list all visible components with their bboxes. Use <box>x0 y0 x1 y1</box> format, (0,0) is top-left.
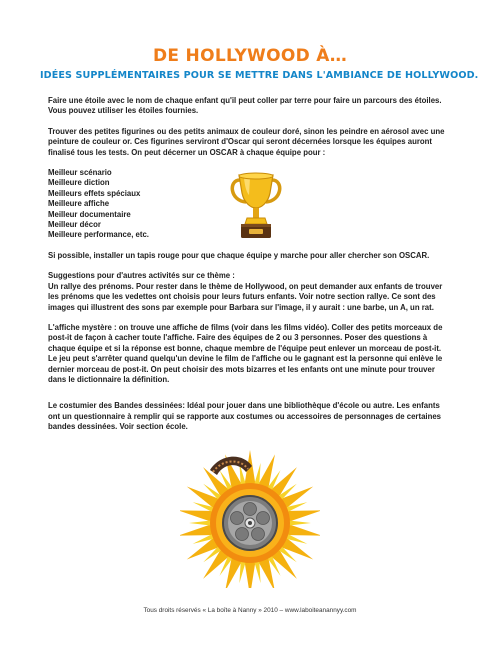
paragraph-red-carpet: Si possible, installer un tapis rouge pour que chaque équipe y marche pour aller chercher son OSCAR. <box>48 250 430 260</box>
paragraph-figurines: Trouver des petites figurines ou des petits animaux de couleur doré, sinon les peindre en aérosol avec une peinture de couleur or. Ces figurines serviront d'Oscar qui seront décernées lorsque les équipes auront finalisé tous les tests. On peut décerner un OSCAR à chaque équipe pour : <box>48 126 445 157</box>
trophy-icon <box>230 171 282 243</box>
page-title: DE HOLLYWOOD À… <box>153 46 347 66</box>
copyright-footer: Tous droits réservés « La boîte à Nanny » 2010 – www.laboiteanannyy.com <box>143 607 357 614</box>
paragraph-suggestions <box>48 271 452 313</box>
suggestions-heading: Suggestions pour d'autres activités sur ce thème : <box>48 271 235 281</box>
document-body <box>48 96 452 443</box>
suggestions-body: Un rallye des prénoms. Pour rester dans le thème de Hollywood, on peut demander aux enfants de trouver les prénoms que les vedettes ont choisis pour leurs futurs enfants. Voir notre section rallye. Ce sont des images qui illustrent des sons par exemple pour Barbara sur l'image, il y aurait : une barbe, un A, un rat. <box>48 281 443 312</box>
award-item: Meilleur documentaire <box>48 209 131 219</box>
paragraph-stars: Faire une étoile avec le nom de chaque enfant qu'il peut coller par terre pour faire un parcours des étoiles. Vous pouvez utiliser les étoiles fournies. <box>48 96 442 116</box>
award-item: Meilleure affiche <box>48 199 110 209</box>
award-item: Meilleurs effets spéciaux <box>48 188 141 198</box>
paragraph-mystery-poster: L'affiche mystère : on trouve une affiche de films (voir dans les films vidéo). Coller des petits morceaux de post-it de façon à cacher toute l'affiche. Faire des équipes de 2 ou 3 personnes. Poser des questions à chaque équipe et si la réponse est bonne, chaque membre de l'équipe peut enlever un morceau de post-it. Le jeu peut s'arrêter quand quelqu'un devine le film de l'affiche ou le gagnant est la personne qui enlève le dernier morceau de post-it. On peut choisir des mots bizarres et les enfants ont une minute pour trouver dans le dictionnaire la définition. <box>48 322 443 384</box>
award-item: Meilleure performance, etc. <box>48 230 149 240</box>
award-item: Meilleur décor <box>48 220 101 230</box>
award-item: Meilleur scénario <box>48 168 112 178</box>
page-subtitle: IDÉES SUPPLÉMENTAIRES POUR SE METTRE DANS L'AMBIANCE DE HOLLYWOOD. <box>40 70 479 81</box>
film-reel-icon <box>180 448 320 588</box>
award-item: Meilleure diction <box>48 178 110 188</box>
paragraph-comic-costumes: Le costumier des Bandes dessinées: Idéal pour jouer dans une bibliothèque d'école ou autre. Les enfants ont un questionnaire à remplir qui se rapporte aux costumes ou accessoires de personnages de certaines bandes dessinées. Voir section école. <box>48 401 442 432</box>
